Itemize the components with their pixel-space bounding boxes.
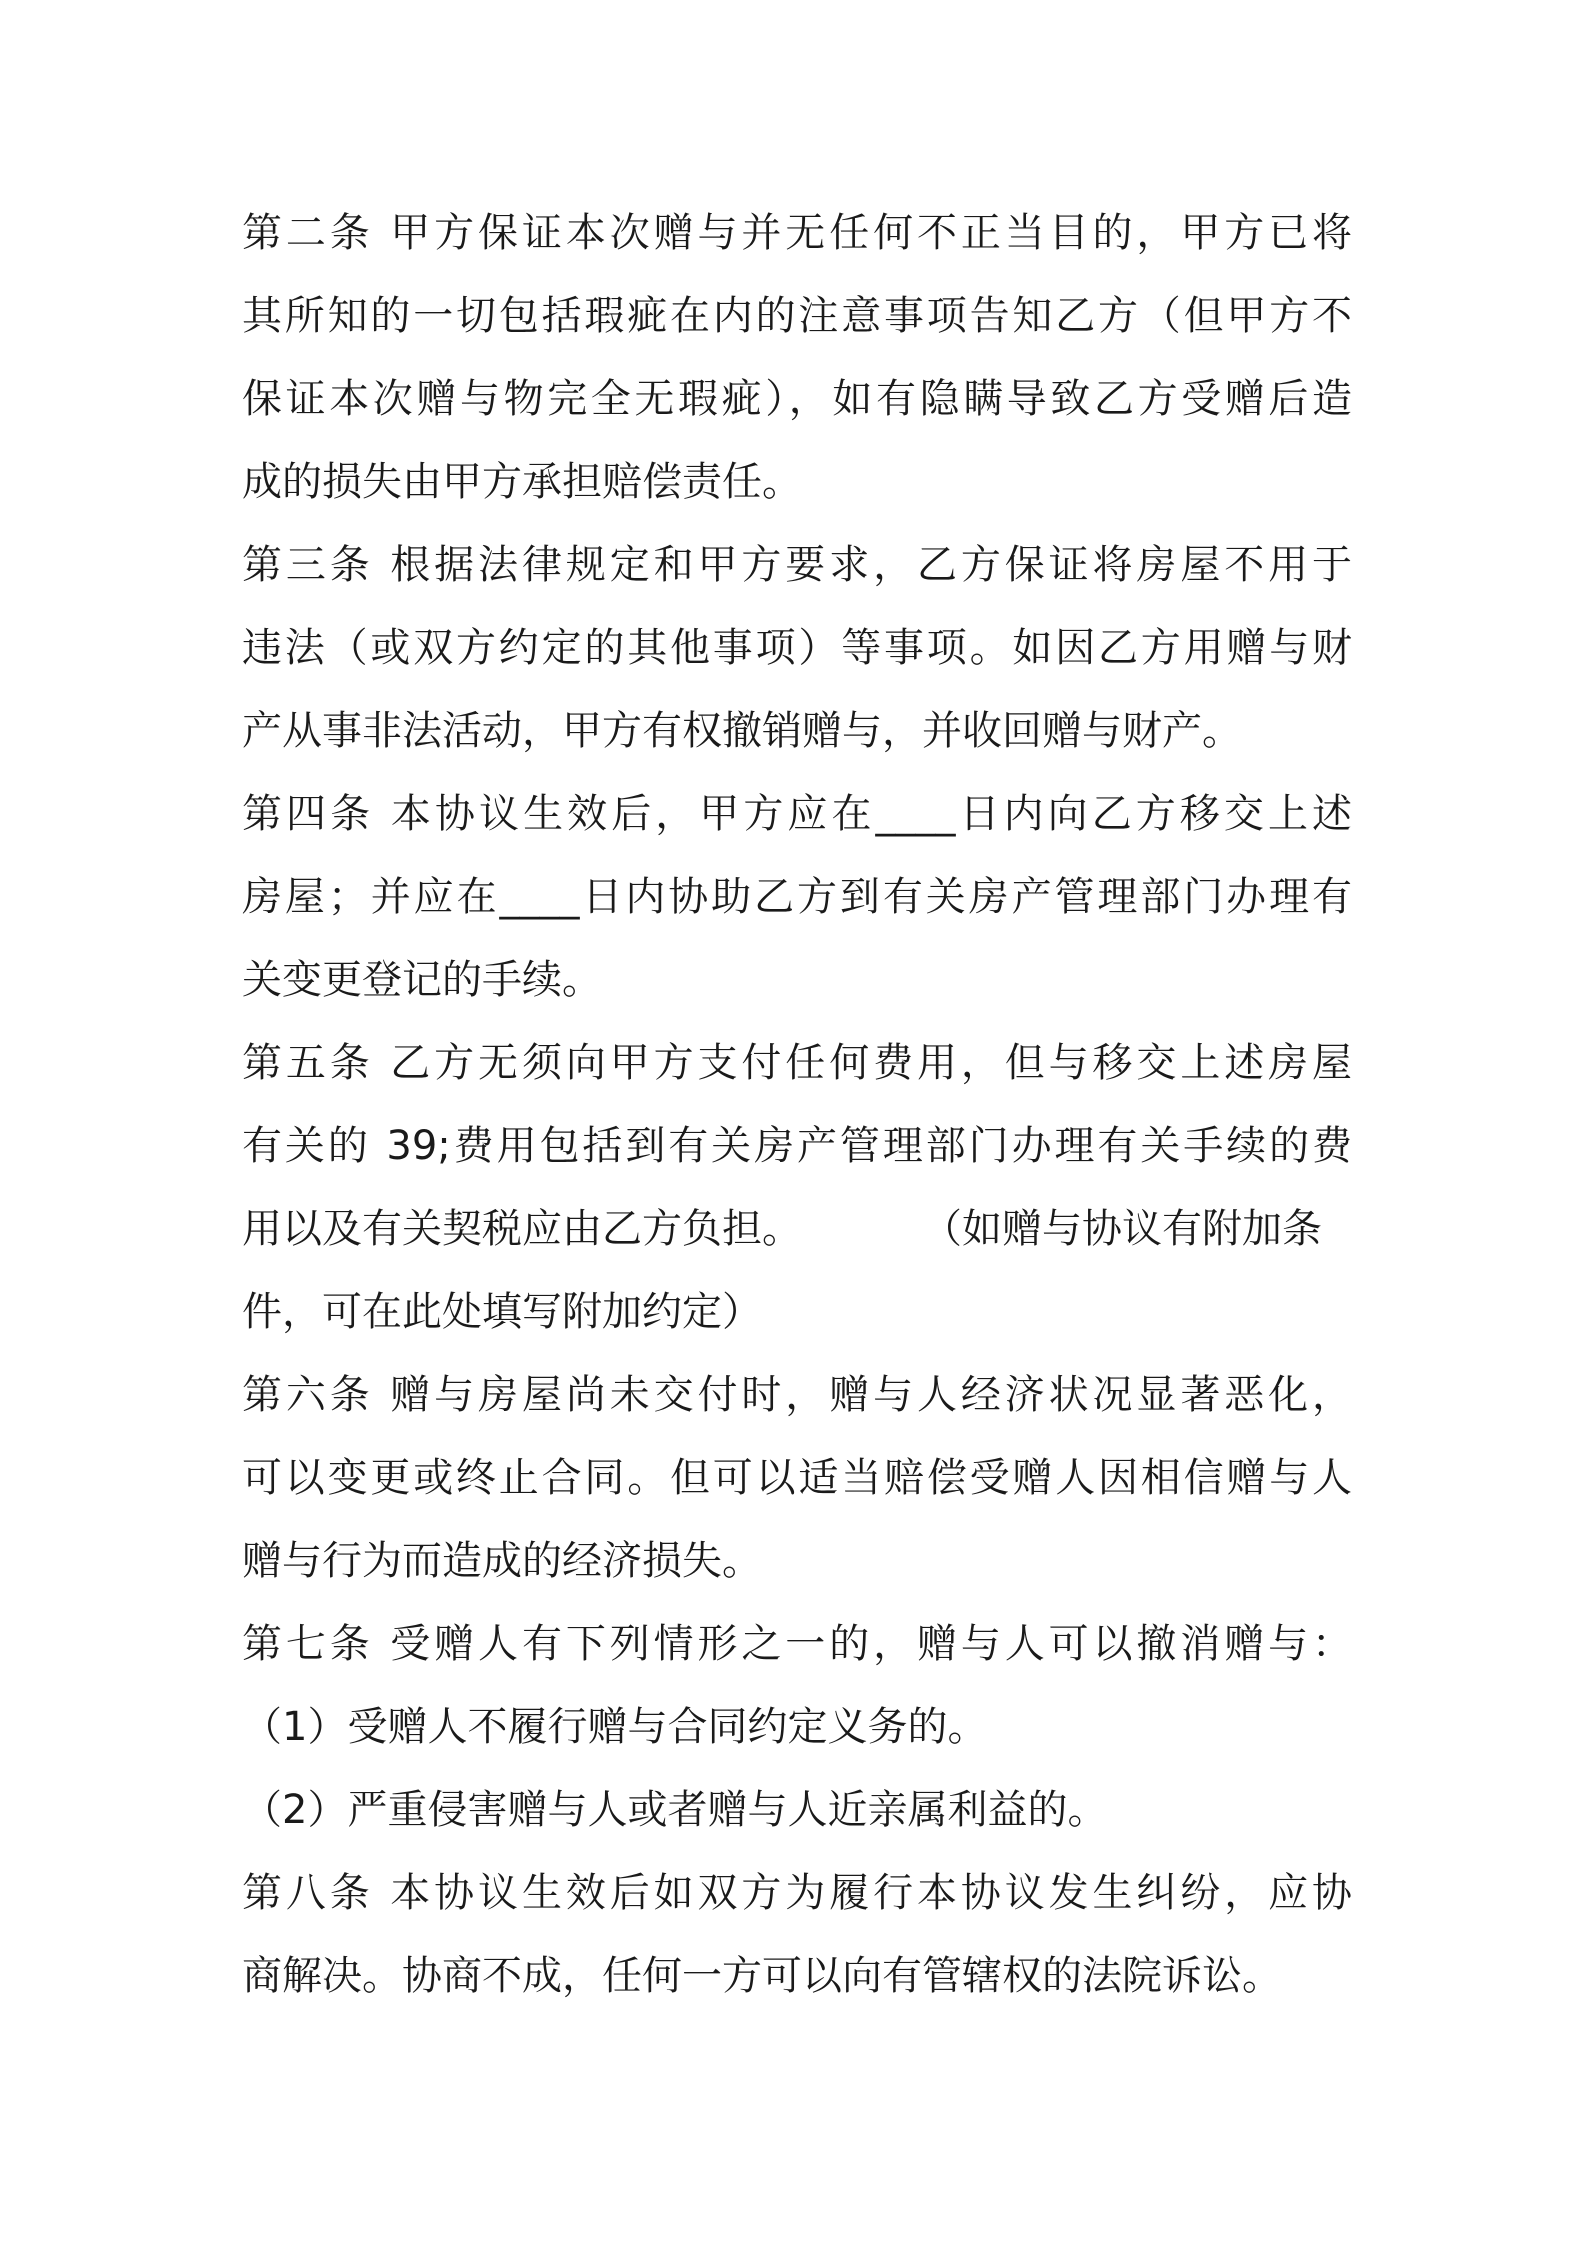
article-7-item-1: （1）受赠人不履行赠与合同约定义务的。 xyxy=(242,1704,988,1750)
article-8-line-2: 商解决。协商不成，任何一方可以向有管辖权的法院诉讼。 xyxy=(242,1953,1282,1999)
article-5-line-3-main: 用以及有关契税应由乙方负担。 xyxy=(242,1206,802,1252)
article-4-line-3: 关变更登记的手续。 xyxy=(242,957,602,1003)
article-4-line-2: 房屋；并应在____日内协助乙方到有关房产管理部门办理有 xyxy=(242,874,1352,920)
article-7-line-1: 第七条 受赠人有下列情形之一的，赠与人可以撤消赠与： xyxy=(242,1621,1352,1667)
article-5-line-2: 有关的 39;费用包括到有关房产管理部门办理有关手续的费 xyxy=(242,1123,1352,1169)
article-6-line-3: 赠与行为而造成的经济损失。 xyxy=(242,1538,762,1584)
article-2-line-3: 保证本次赠与物完全无瑕疵），如有隐瞒导致乙方受赠后造 xyxy=(242,376,1352,422)
contract-text xyxy=(242,192,1360,2018)
article-2-line-4: 成的损失由甲方承担赔偿责任。 xyxy=(242,459,802,505)
article-2-line-1: 第二条 甲方保证本次赠与并无任何不正当目的，甲方已将 xyxy=(242,210,1352,256)
article-5-line-3-note: （如赠与协议有附加条 xyxy=(922,1206,1322,1252)
article-5-line-1: 第五条 乙方无须向甲方支付任何费用，但与移交上述房屋 xyxy=(242,1040,1352,1086)
article-4-line-1: 第四条 本协议生效后，甲方应在____日内向乙方移交上述 xyxy=(242,791,1352,837)
article-6-line-2: 可以变更或终止合同。但可以适当赔偿受赠人因相信赠与人 xyxy=(242,1455,1352,1501)
article-2-line-2: 其所知的一切包括瑕疵在内的注意事项告知乙方（但甲方不 xyxy=(242,293,1352,339)
article-3-line-2: 违法（或双方约定的其他事项）等事项。如因乙方用赠与财 xyxy=(242,625,1352,671)
article-3-line-1: 第三条 根据法律规定和甲方要求，乙方保证将房屋不用于 xyxy=(242,542,1352,588)
article-3-line-3: 产从事非法活动，甲方有权撤销赠与，并收回赠与财产。 xyxy=(242,708,1242,754)
article-6-line-1: 第六条 赠与房屋尚未交付时，赠与人经济状况显著恶化， xyxy=(242,1372,1352,1418)
article-5-line-4: 件，可在此处填写附加约定） xyxy=(242,1289,762,1335)
article-7-item-2: （2）严重侵害赠与人或者赠与人近亲属利益的。 xyxy=(242,1787,1108,1833)
article-8-line-1: 第八条 本协议生效后如双方为履行本协议发生纠纷，应协 xyxy=(242,1870,1352,1916)
article-5-line-3 xyxy=(242,1188,1360,1271)
